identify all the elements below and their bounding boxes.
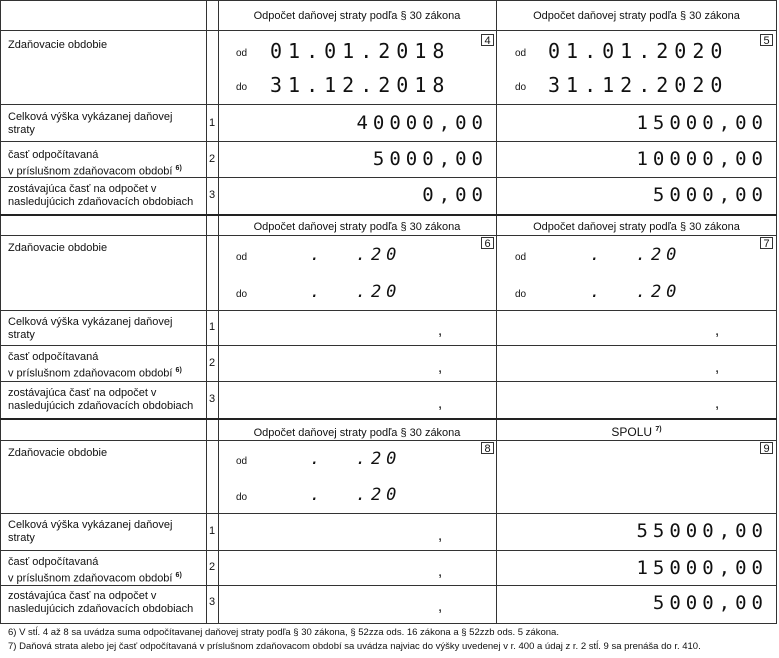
column-header-4: Odpočet daňovej straty podľa § 30 zákona xyxy=(253,10,461,22)
row-number-3: 3 xyxy=(208,596,216,608)
footnote-7: 7) Daňová strata alebo jej časť odpočítavaná v príslušnom zdaňovacom období sa uvádza najviac do výšky uvedenej v r. 400 a údaj z r. 2 stĺ. 9 sa prenáša do r. 410. xyxy=(8,641,701,652)
section-divider xyxy=(0,214,777,216)
label-obdobie: Zdaňovacie obdobie xyxy=(8,242,108,254)
amount-r1-col7[interactable]: , xyxy=(715,322,720,339)
divider xyxy=(0,440,777,441)
label-cast: časť odpočítavaná v príslušnom zdaňovacom období $^{6)}$ xyxy=(8,556,182,585)
date-to-col4[interactable]: 31.12.2018 xyxy=(270,73,451,97)
label-zostavajuca: zostávajúca časť na odpočet v nasledujúcich zdaňovacích obdobiach xyxy=(8,387,194,412)
date-from-col7[interactable]: . .20 xyxy=(590,245,682,265)
amount-r2-col7[interactable]: , xyxy=(715,359,720,376)
amount-r1-col6[interactable]: , xyxy=(438,322,443,339)
amount-r2-col9[interactable]: 15000,00 xyxy=(636,557,768,579)
label-do: do xyxy=(515,289,527,300)
label-do: do xyxy=(236,289,248,300)
label-od: od xyxy=(236,48,248,59)
column-number-5: 5 xyxy=(760,34,773,46)
amount-r1-col4[interactable]: 40000,00 xyxy=(356,112,488,134)
label-celkova: Celková výška vykázanej daňovej straty xyxy=(8,111,173,136)
label-od: od xyxy=(236,456,248,467)
date-from-col4[interactable]: 01.01.2018 xyxy=(270,39,451,63)
label-cast: časť odpočítavaná v príslušnom zdaňovacom období $^{6)}$ xyxy=(8,351,182,380)
divider xyxy=(0,345,777,346)
divider xyxy=(0,104,777,105)
divider xyxy=(0,585,777,586)
row-number-2: 2 xyxy=(208,357,216,369)
row-number-1: 1 xyxy=(208,117,216,129)
amount-r1-col8[interactable]: , xyxy=(438,527,443,544)
amount-r2-col8[interactable]: , xyxy=(438,563,443,580)
label-obdobie: Zdaňovacie obdobie xyxy=(8,447,108,459)
divider xyxy=(0,235,777,236)
amount-r2-col6[interactable]: , xyxy=(438,359,443,376)
label-do: do xyxy=(515,82,527,93)
column-header-5: Odpočet daňovej straty podľa § 30 zákona xyxy=(533,10,740,22)
label-celkova: Celková výška vykázanej daňovej straty xyxy=(8,519,173,544)
row-number-1: 1 xyxy=(208,321,216,333)
column-header-6: Odpočet daňovej straty podľa § 30 zákona xyxy=(253,221,461,233)
date-from-col8[interactable]: . .20 xyxy=(310,449,402,469)
amount-r1-col5[interactable]: 15000,00 xyxy=(636,112,768,134)
amount-r3-col9[interactable]: 5000,00 xyxy=(652,592,768,614)
amount-r3-col8[interactable]: , xyxy=(438,598,443,615)
column-number-8: 8 xyxy=(481,442,494,454)
column-number-9: 9 xyxy=(760,442,773,454)
label-do: do xyxy=(236,492,248,503)
row-number-2: 2 xyxy=(208,153,216,165)
divider xyxy=(0,513,777,514)
column-number-7: 7 xyxy=(760,237,773,249)
label-zostavajuca: zostávajúca časť na odpočet v nasledujúcich zdaňovacích obdobiach xyxy=(8,590,194,615)
divider xyxy=(0,177,777,178)
row-number-3: 3 xyxy=(208,189,216,201)
divider xyxy=(0,550,777,551)
row-number-2: 2 xyxy=(208,561,216,573)
label-od: od xyxy=(236,252,248,263)
label-od: od xyxy=(515,252,527,263)
divider xyxy=(0,310,777,311)
label-cast: časť odpočítavaná v príslušnom zdaňovacom období $^{6)}$ xyxy=(8,149,182,178)
label-obdobie: Zdaňovacie obdobie xyxy=(8,39,108,51)
label-celkova: Celková výška vykázanej daňovej straty xyxy=(8,316,173,341)
divider xyxy=(0,30,777,31)
row-number-1: 1 xyxy=(208,525,216,537)
column-header-8: Odpočet daňovej straty podľa § 30 zákona xyxy=(253,427,461,439)
section-divider xyxy=(0,418,777,420)
divider xyxy=(218,0,219,624)
label-do: do xyxy=(236,82,248,93)
column-header-7: Odpočet daňovej straty podľa § 30 zákona xyxy=(533,221,740,233)
amount-r2-col5[interactable]: 10000,00 xyxy=(636,148,768,170)
amount-r3-col5[interactable]: 5000,00 xyxy=(652,184,768,206)
column-number-6: 6 xyxy=(481,237,494,249)
amount-r3-col4[interactable]: 0,00 xyxy=(422,184,488,206)
column-header-spolu: SPOLU $^{7)}$ xyxy=(611,425,662,439)
date-to-col5[interactable]: 31.12.2020 xyxy=(548,73,729,97)
row-number-3: 3 xyxy=(208,393,216,405)
divider xyxy=(0,381,777,382)
date-from-col5[interactable]: 01.01.2020 xyxy=(548,39,729,63)
footnote-6: 6) V stĺ. 4 až 8 sa uvádza suma odpočítavanej daňovej straty podľa § 30 zákona, § 52zza ods. 16 zákona a § 52zzb ods. 5 zákona. xyxy=(8,627,559,638)
date-to-col6[interactable]: . .20 xyxy=(310,282,402,302)
label-od: od xyxy=(515,48,527,59)
date-to-col7[interactable]: . .20 xyxy=(590,282,682,302)
divider xyxy=(0,141,777,142)
amount-r3-col7[interactable]: , xyxy=(715,395,720,412)
column-number-4: 4 xyxy=(481,34,494,46)
amount-r2-col4[interactable]: 5000,00 xyxy=(372,148,488,170)
label-zostavajuca: zostávajúca časť na odpočet v nasledujúcich zdaňovacích obdobiach xyxy=(8,183,194,208)
date-from-col6[interactable]: . .20 xyxy=(310,245,402,265)
amount-r3-col6[interactable]: , xyxy=(438,395,443,412)
date-to-col8[interactable]: . .20 xyxy=(310,485,402,505)
amount-r1-col9[interactable]: 55000,00 xyxy=(636,520,768,542)
